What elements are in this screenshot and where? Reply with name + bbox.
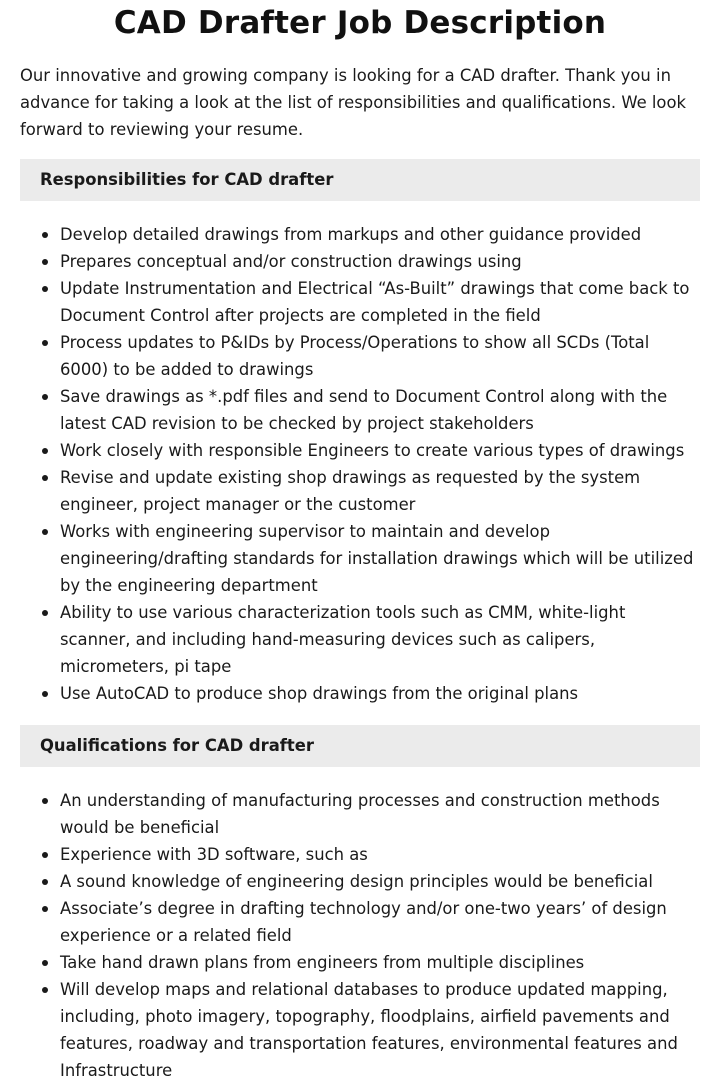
- responsibilities-list: [20, 221, 700, 707]
- responsibility-item: Prepares conceptual and/or construction drawings using: [60, 248, 700, 275]
- qualifications-list: [20, 787, 700, 1084]
- responsibility-item: Work closely with responsible Engineers to create various types of drawings: [60, 437, 700, 464]
- responsibility-item: Works with engineering supervisor to maintain and develop engineering/drafting standards for installation drawings which will be utilized by the engineering department: [60, 518, 700, 599]
- responsibility-item: Develop detailed drawings from markups and other guidance provided: [60, 221, 700, 248]
- responsibility-item: Update Instrumentation and Electrical “As-Built” drawings that come back to Document Control after projects are completed in the field: [60, 275, 700, 329]
- qualification-item: An understanding of manufacturing processes and construction methods would be beneficial: [60, 787, 700, 841]
- page-title: CAD Drafter Job Description: [113, 5, 607, 41]
- qualification-item: Associate’s degree in drafting technology and/or one-two years’ of design experience or a related field: [60, 895, 700, 949]
- qualifications-header: Qualifications for CAD drafter: [20, 725, 700, 767]
- qualification-item: Will develop maps and relational databases to produce updated mapping, including, photo imagery, topography, floodplains, airfield pavements and features, roadway and transportation features, environmental features and Infrastructure: [60, 976, 700, 1084]
- qualification-item: Take hand drawn plans from engineers from multiple disciplines: [60, 949, 700, 976]
- qualification-item: A sound knowledge of engineering design principles would be beneficial: [60, 868, 700, 895]
- responsibility-item: Revise and update existing shop drawings as requested by the system engineer, project manager or the customer: [60, 464, 700, 518]
- responsibility-item: Process updates to P&IDs by Process/Operations to show all SCDs (Total 6000) to be added to drawings: [60, 329, 700, 383]
- intro-paragraph: Our innovative and growing company is looking for a CAD drafter. Thank you in advance for taking a look at the list of responsibilities and qualifications. We look forward to reviewing your resume.: [20, 66, 686, 139]
- responsibilities-header: Responsibilities for CAD drafter: [20, 159, 700, 201]
- responsibility-item: Save drawings as *.pdf files and send to Document Control along with the latest CAD revision to be checked by project stakeholders: [60, 383, 700, 437]
- responsibility-item: Use AutoCAD to produce shop drawings from the original plans: [60, 680, 700, 707]
- responsibility-item: Ability to use various characterization tools such as CMM, white-light scanner, and including hand-measuring devices such as calipers, micrometers, pi tape: [60, 599, 700, 680]
- qualification-item: Experience with 3D software, such as: [60, 841, 700, 868]
